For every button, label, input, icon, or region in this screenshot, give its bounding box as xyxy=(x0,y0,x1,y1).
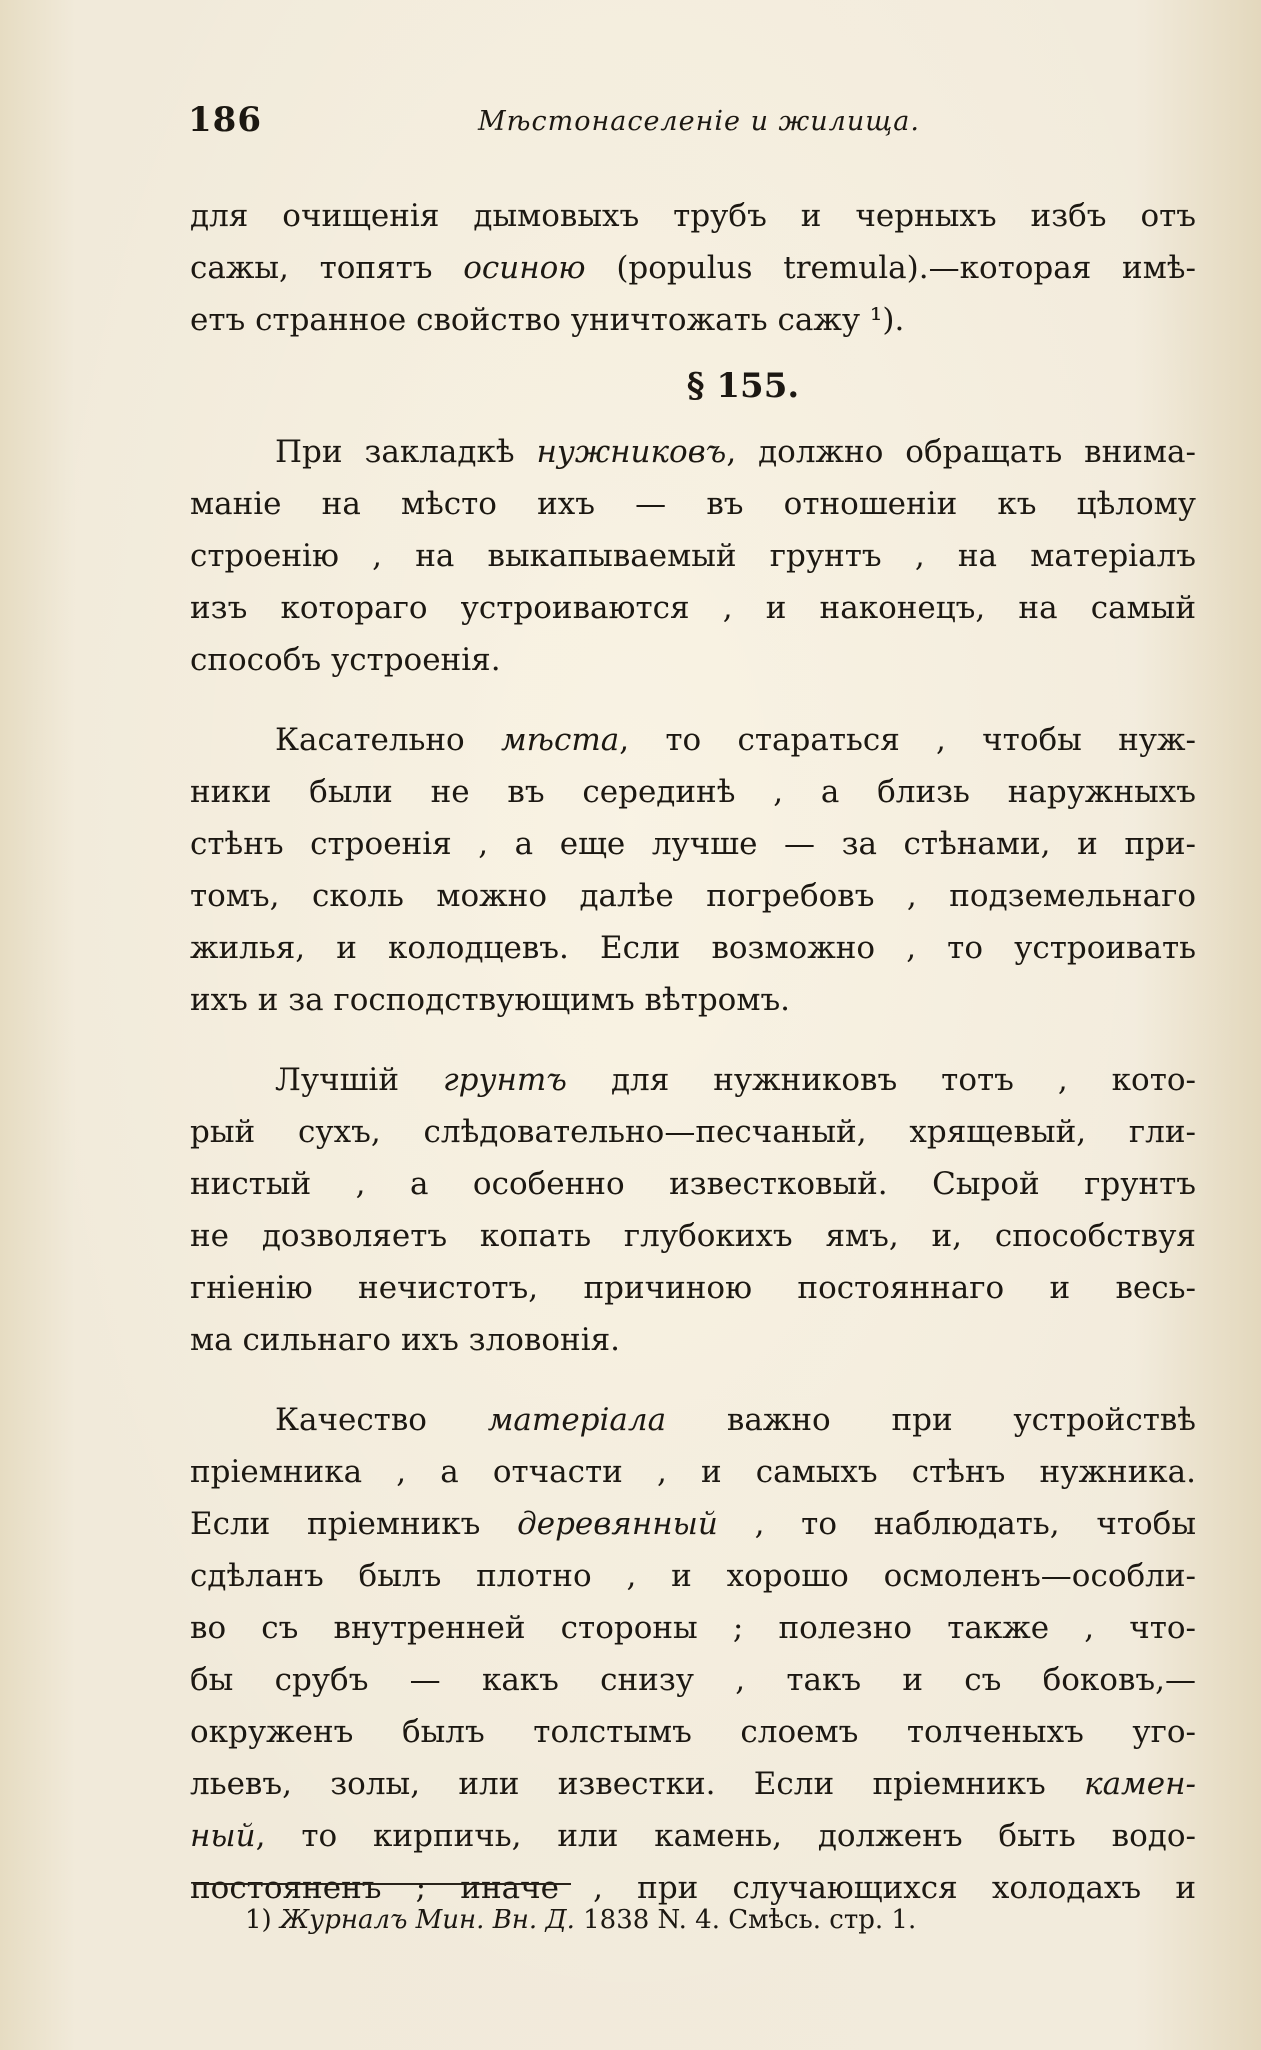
text-line xyxy=(190,1394,1196,1446)
text-span: важно при устройствѣ xyxy=(666,1402,1196,1438)
text-line: етъ странное свойство уничтожать сажу ¹). xyxy=(190,302,905,338)
italic-term: осиною xyxy=(463,250,586,286)
text-line: жилья, и колодцевъ. Если возможно , то устроивать xyxy=(190,930,1196,966)
paragraph-gap xyxy=(190,1026,1196,1054)
paragraph-gap xyxy=(190,1366,1196,1394)
italic-term: грунтъ xyxy=(442,1062,567,1098)
text-line: для очищенія дымовыхъ трубъ и черныхъ избъ отъ xyxy=(190,198,1196,234)
page-header xyxy=(188,100,988,150)
text-line: нистый , а особенно известковый. Сырой грунтъ xyxy=(190,1166,1196,1202)
text-span: Касательно xyxy=(275,722,501,758)
text-line xyxy=(190,1758,1196,1810)
running-title: Мѣстонаселеніе и жилища. xyxy=(478,106,920,137)
text-line xyxy=(190,1054,1196,1106)
text-line: изъ котораго устроиваются , и наконецъ, на самый xyxy=(190,590,1196,626)
text-span: , то наблюдать, чтобы xyxy=(717,1506,1196,1542)
footnote-journal: Журналъ Мин. Вн. Д. xyxy=(279,1905,575,1935)
text-line xyxy=(190,242,1196,294)
body-text xyxy=(190,190,1196,1914)
text-line: пріемника , а отчасти , и самыхъ стѣнъ нужника. xyxy=(190,1454,1196,1490)
paragraph xyxy=(190,1054,1196,1366)
paragraph xyxy=(190,714,1196,1026)
page-number: 186 xyxy=(188,100,262,140)
text-line: сдѣланъ былъ плотно , и хорошо осмоленъ—особли- xyxy=(190,1558,1196,1594)
text-line xyxy=(190,1498,1196,1550)
italic-term: ный xyxy=(190,1818,256,1854)
footnote-marker: 1) xyxy=(245,1905,272,1935)
italic-term: деревянный xyxy=(517,1506,718,1542)
text-line: томъ, сколь можно далѣе погребовъ , подземельнаго xyxy=(190,878,1196,914)
text-span: для нужниковъ тотъ , кото- xyxy=(566,1062,1196,1098)
text-line: маніе на мѣсто ихъ — въ отношеніи къ цѣлому xyxy=(190,486,1196,522)
text-line: бы срубъ — какъ снизу , такъ и съ боковъ,— xyxy=(190,1662,1196,1698)
text-line: стѣнъ строенія , а еще лучше — за стѣнами, и при- xyxy=(190,826,1196,862)
paragraph xyxy=(190,1394,1196,1914)
paragraph xyxy=(190,426,1196,686)
italic-term: нужниковъ xyxy=(536,434,727,470)
text-line: ники были не въ серединѣ , а близь наружныхъ xyxy=(190,774,1196,810)
text-span: (populus tremula).—которая имѣ- xyxy=(585,250,1196,286)
section-heading: § 155. xyxy=(686,366,800,406)
italic-term: мѣста xyxy=(500,722,620,758)
text-line: не дозволяетъ копать глубокихъ ямъ, и, способствуя xyxy=(190,1218,1196,1254)
text-line: окруженъ былъ толстымъ слоемъ толченыхъ уго- xyxy=(190,1714,1196,1750)
text-span: , должно обращать внима- xyxy=(726,434,1196,470)
text-line: ихъ и за господствующимъ вѣтромъ. xyxy=(190,982,791,1018)
text-span: , то кирпичь, или камень, долженъ быть водо- xyxy=(255,1818,1196,1854)
text-line: во съ внутренней стороны ; полезно также , что- xyxy=(190,1610,1196,1646)
text-line: рый сухъ, слѣдовательно—песчаный, хрящевый, гли- xyxy=(190,1114,1196,1150)
text-span: сажы, топятъ xyxy=(190,250,464,286)
text-line: способъ устроенія. xyxy=(190,642,501,678)
paragraph xyxy=(190,190,1196,346)
footnote-details: 1838 N. 4. Смѣсь. стр. 1. xyxy=(574,1905,917,1935)
text-line: строенію , на выкапываемый грунтъ , на матеріалъ xyxy=(190,538,1196,574)
italic-term: камен- xyxy=(1084,1766,1196,1802)
footnote-rule xyxy=(193,1883,571,1885)
footnote xyxy=(245,1900,916,1940)
text-line xyxy=(190,426,1196,478)
paragraph-gap xyxy=(190,686,1196,714)
text-line: постояненъ ; иначе , при случающихся холодахъ и xyxy=(190,1870,1196,1906)
text-line xyxy=(190,714,1196,766)
text-span: Качество xyxy=(275,1402,488,1438)
text-span: Если пріемникъ xyxy=(190,1506,518,1542)
text-span: При закладкѣ xyxy=(275,434,537,470)
text-line: гніенію нечистотъ, причиною постояннаго и весь- xyxy=(190,1270,1196,1306)
text-span: льевъ, золы, или известки. Если пріемникъ xyxy=(190,1766,1085,1802)
italic-term: матеріала xyxy=(487,1402,667,1438)
text-line: ма сильнаго ихъ зловонія. xyxy=(190,1322,621,1358)
text-span: Лучшій xyxy=(275,1062,443,1098)
text-line xyxy=(190,1810,1196,1862)
text-span: , то стараться , чтобы нуж- xyxy=(619,722,1196,758)
